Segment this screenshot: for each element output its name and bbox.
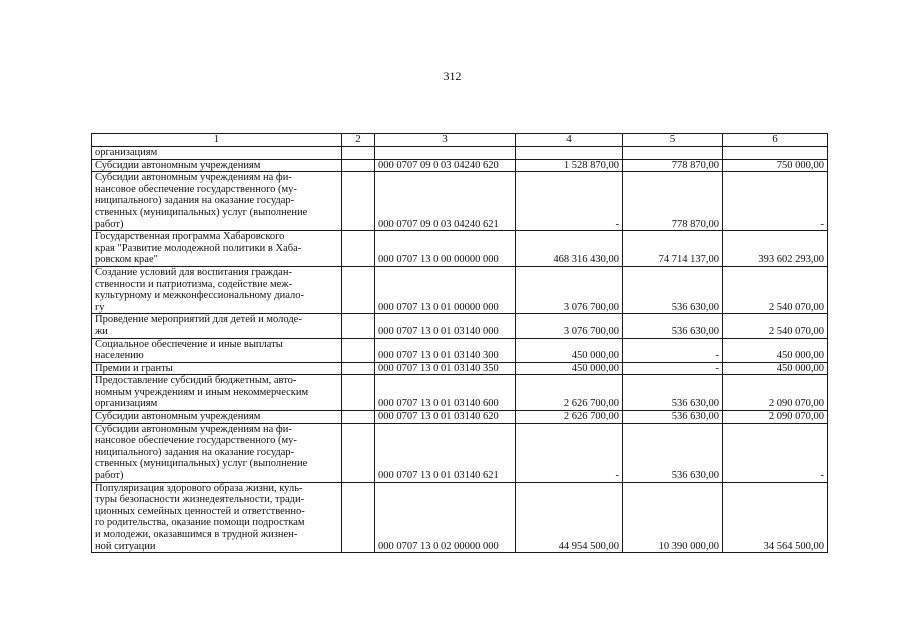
row-col4-amount: - bbox=[516, 423, 623, 482]
row-col6-amount: 450 000,00 bbox=[723, 338, 828, 362]
row-col2 bbox=[342, 482, 375, 553]
description-line: ционных семейных ценностей и ответственно- bbox=[95, 505, 305, 517]
budget-table bbox=[91, 133, 828, 553]
row-col5-amount: 10 390 000,00 bbox=[623, 482, 723, 553]
row-code: 000 0707 13 0 01 03140 000 bbox=[375, 314, 516, 338]
description-line: и молодежи, оказавшимся в трудной жизнен- bbox=[95, 529, 298, 540]
table-header-row bbox=[92, 134, 828, 147]
header-cell-4: 4 bbox=[516, 134, 623, 147]
row-col2 bbox=[342, 423, 375, 482]
description-line: культурному и межконфессиональному диало- bbox=[95, 290, 304, 302]
row-col2 bbox=[342, 231, 375, 267]
table-row bbox=[92, 266, 828, 313]
row-col2 bbox=[342, 172, 375, 231]
row-col4-amount: 2 626 700,00 bbox=[516, 411, 623, 424]
table-row bbox=[92, 159, 828, 172]
description-line: Субсидии автономным учреждениям на фи- bbox=[95, 423, 292, 435]
row-col5-amount bbox=[623, 147, 723, 160]
row-col4-amount: 450 000,00 bbox=[516, 338, 623, 362]
row-description bbox=[92, 338, 342, 362]
row-col2 bbox=[342, 411, 375, 424]
row-col6-amount bbox=[723, 147, 828, 160]
row-col4-amount: 450 000,00 bbox=[516, 362, 623, 375]
row-col2 bbox=[342, 266, 375, 313]
row-code: 000 0707 13 0 01 03140 350 bbox=[375, 362, 516, 375]
row-col5-amount: 536 630,00 bbox=[623, 411, 723, 424]
description-line: Субсидии автономным учреждениям на фи- bbox=[95, 172, 292, 184]
row-col6-amount: - bbox=[723, 423, 828, 482]
description-line: ниципального) задания на оказание государ- bbox=[95, 195, 295, 207]
row-description bbox=[92, 266, 342, 313]
description-line: го родительства, оказание помощи подросткам bbox=[95, 517, 305, 529]
header-cell-5: 5 bbox=[623, 134, 723, 147]
table-row bbox=[92, 423, 828, 482]
description-line: ственных (муниципальных) услуг (выполнение bbox=[95, 206, 308, 218]
row-description bbox=[92, 231, 342, 267]
description-line: Создание условий для воспитания граждан- bbox=[95, 266, 292, 278]
header-cell-2: 2 bbox=[342, 134, 375, 147]
row-description bbox=[92, 362, 342, 375]
row-col5-amount: - bbox=[623, 338, 723, 362]
row-description bbox=[92, 147, 342, 160]
row-code: 000 0707 13 0 01 03140 300 bbox=[375, 338, 516, 362]
row-code bbox=[375, 147, 516, 160]
description-line: нансовое обеспечение государственного (му- bbox=[95, 435, 297, 447]
description-line: жи bbox=[95, 325, 108, 337]
table-row bbox=[92, 314, 828, 338]
table-row bbox=[92, 338, 828, 362]
description-line: Проведение мероприятий для детей и молоде- bbox=[95, 314, 302, 326]
row-col4-amount: 3 076 700,00 bbox=[516, 266, 623, 313]
row-col4-amount: 44 954 500,00 bbox=[516, 482, 623, 553]
description-line: населению bbox=[95, 350, 144, 362]
row-col4-amount: 3 076 700,00 bbox=[516, 314, 623, 338]
row-col2 bbox=[342, 147, 375, 160]
table-row bbox=[92, 231, 828, 267]
description-line: края "Развитие молодежной политики в Хаба- bbox=[95, 242, 302, 254]
row-col5-amount: 74 714 137,00 bbox=[623, 231, 723, 267]
table-row bbox=[92, 411, 828, 424]
header-cell-1: 1 bbox=[92, 134, 342, 147]
row-code: 000 0707 13 0 01 00000 000 bbox=[375, 266, 516, 313]
row-code: 000 0707 09 0 03 04240 621 bbox=[375, 172, 516, 231]
row-code: 000 0707 13 0 01 03140 621 bbox=[375, 423, 516, 482]
row-col4-amount: 1 528 870,00 bbox=[516, 159, 623, 172]
row-col6-amount: 450 000,00 bbox=[723, 362, 828, 375]
description-line: Субсидии автономным учреждениям bbox=[95, 159, 261, 171]
row-col2 bbox=[342, 362, 375, 375]
description-line: номным учреждениям и иным некоммерческим bbox=[95, 386, 309, 398]
row-col2 bbox=[342, 314, 375, 338]
row-col5-amount: 536 630,00 bbox=[623, 423, 723, 482]
table-row bbox=[92, 482, 828, 553]
row-col2 bbox=[342, 338, 375, 362]
description-line: ственности и патриотизма, содействие меж- bbox=[95, 278, 293, 290]
row-col5-amount: - bbox=[623, 362, 723, 375]
row-col4-amount: 2 626 700,00 bbox=[516, 375, 623, 411]
row-col2 bbox=[342, 375, 375, 411]
row-description bbox=[92, 314, 342, 338]
row-col4-amount: - bbox=[516, 172, 623, 231]
description-line: Премии и гранты bbox=[95, 362, 173, 374]
description-line: Субсидии автономным учреждениям bbox=[95, 411, 261, 423]
row-col5-amount: 778 870,00 bbox=[623, 172, 723, 231]
row-description bbox=[92, 375, 342, 411]
row-col6-amount: 2 090 070,00 bbox=[723, 411, 828, 424]
description-line: ровском крае" bbox=[95, 254, 158, 266]
table-row bbox=[92, 147, 828, 160]
row-col5-amount: 536 630,00 bbox=[623, 375, 723, 411]
header-cell-6: 6 bbox=[723, 134, 828, 147]
description-line: Государственная программа Хабаровского bbox=[95, 231, 285, 243]
row-code: 000 0707 13 0 01 03140 620 bbox=[375, 411, 516, 424]
row-code: 000 0707 13 0 00 00000 000 bbox=[375, 231, 516, 267]
description-line: нансовое обеспечение государственного (му- bbox=[95, 183, 297, 195]
row-description bbox=[92, 482, 342, 553]
description-line: ниципального) задания на оказание государ- bbox=[95, 446, 295, 458]
description-line: организациям bbox=[95, 147, 158, 158]
description-line: туры безопасности жизнедеятельности, тради- bbox=[95, 494, 305, 506]
row-description bbox=[92, 411, 342, 424]
description-line: гу bbox=[95, 301, 105, 313]
description-line: работ) bbox=[95, 218, 124, 230]
row-code: 000 0707 09 0 03 04240 620 bbox=[375, 159, 516, 172]
description-line: Социальное обеспечение и иные выплаты bbox=[95, 338, 283, 350]
page-number: 312 bbox=[443, 69, 462, 83]
row-col6-amount: 2 540 070,00 bbox=[723, 266, 828, 313]
row-col2 bbox=[342, 159, 375, 172]
row-col4-amount: 468 316 430,00 bbox=[516, 231, 623, 267]
description-line: Предоставление субсидий бюджетным, авто- bbox=[95, 375, 297, 387]
row-col5-amount: 536 630,00 bbox=[623, 314, 723, 338]
header-cell-3: 3 bbox=[375, 134, 516, 147]
description-line: работ) bbox=[95, 470, 124, 482]
table-row bbox=[92, 362, 828, 375]
table-row bbox=[92, 172, 828, 231]
description-line: ственных (муниципальных) услуг (выполнение bbox=[95, 458, 308, 470]
row-col5-amount: 778 870,00 bbox=[623, 159, 723, 172]
row-code: 000 0707 13 0 01 03140 600 bbox=[375, 375, 516, 411]
row-col6-amount: 393 602 293,00 bbox=[723, 231, 828, 267]
row-col6-amount: 2 540 070,00 bbox=[723, 314, 828, 338]
row-description bbox=[92, 172, 342, 231]
row-col5-amount: 536 630,00 bbox=[623, 266, 723, 313]
description-line: ной ситуации bbox=[95, 540, 156, 552]
row-col4-amount bbox=[516, 147, 623, 160]
description-line: Популяризация здорового образа жизни, куль- bbox=[95, 482, 303, 494]
row-col6-amount: 34 564 500,00 bbox=[723, 482, 828, 553]
description-line: организациям bbox=[95, 398, 158, 410]
row-col6-amount: - bbox=[723, 172, 828, 231]
row-code: 000 0707 13 0 02 00000 000 bbox=[375, 482, 516, 553]
table-row bbox=[92, 375, 828, 411]
row-description bbox=[92, 423, 342, 482]
row-col6-amount: 2 090 070,00 bbox=[723, 375, 828, 411]
row-description bbox=[92, 159, 342, 172]
row-col6-amount: 750 000,00 bbox=[723, 159, 828, 172]
